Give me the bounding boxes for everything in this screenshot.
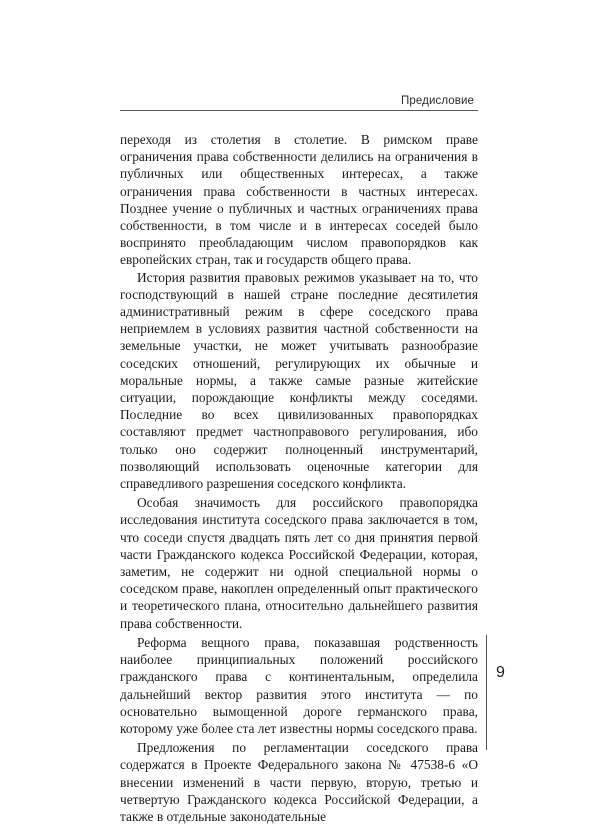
body-text (120, 131, 478, 825)
header-rule (120, 110, 478, 111)
paragraph: История развития правовых режимов указывает на то, что господствующий в нашей стране последние десятилетия административный режим в сфере соседского права неприемлем в условиях развития частной собственности на земельные участки, не может учитывать разнообразие соседских отношений, регулирующих их обычные и моральные нормы, а также самые разные житейские ситуации, порождающие конфликты между соседями. Последние во всех цивилизованных правопорядках составляют предмет частноправового регулирования, ибо только оно содержит полноценный инструментарий, позволяющий использовать оценочные категории для справедливого разрешения соседского конфликта. (120, 269, 478, 492)
paragraph: Особая значимость для российского правопорядка исследования института соседского права заключается в том, что соседи спустя двадцать пять лет со дня принятия первой части Гражданского кодекса Российской Федерации, которая, заметим, не содержит ни одной специальной нормы о соседском праве, накоплен определенный опыт практического и теоретического плана, относительно дальнейшего развития права собственности. (120, 495, 478, 631)
paragraph: Предложения по регламентации соседского права содержатся в Проекте Федерального закона № 47538-6 «О внесении изменений в части первую, вторую, третью и четвертую Гражданского кодекса Российской Федерации, а также в отдельные законодательные (120, 740, 478, 824)
running-head-title: Предисловие (401, 95, 474, 107)
paragraph: Реформа вещного права, показавшая родственность наиболее принципиальных положений российского гражданского права с континентальным, определила дальнейший вектор развития этого института — по основательно вымощенной дороге германского права, которому уже более ста лет известны нормы соседского права. (120, 634, 478, 736)
paragraph-continued: переходя из столетия в столетие. В римском праве ограничения права собственности делились на ограничения в публичных или общественных интересах, а также ограничения права собственности в частных интересах. Позднее учение о публичных и частных ограничениях права собственности, в том числе и в интересах соседей было воспринято преобладающим числом правопорядков как европейских стран, так и государств общего права. (120, 132, 478, 268)
running-head (120, 79, 478, 111)
page-number: 9 (496, 664, 505, 681)
page-number-rule (486, 635, 487, 750)
